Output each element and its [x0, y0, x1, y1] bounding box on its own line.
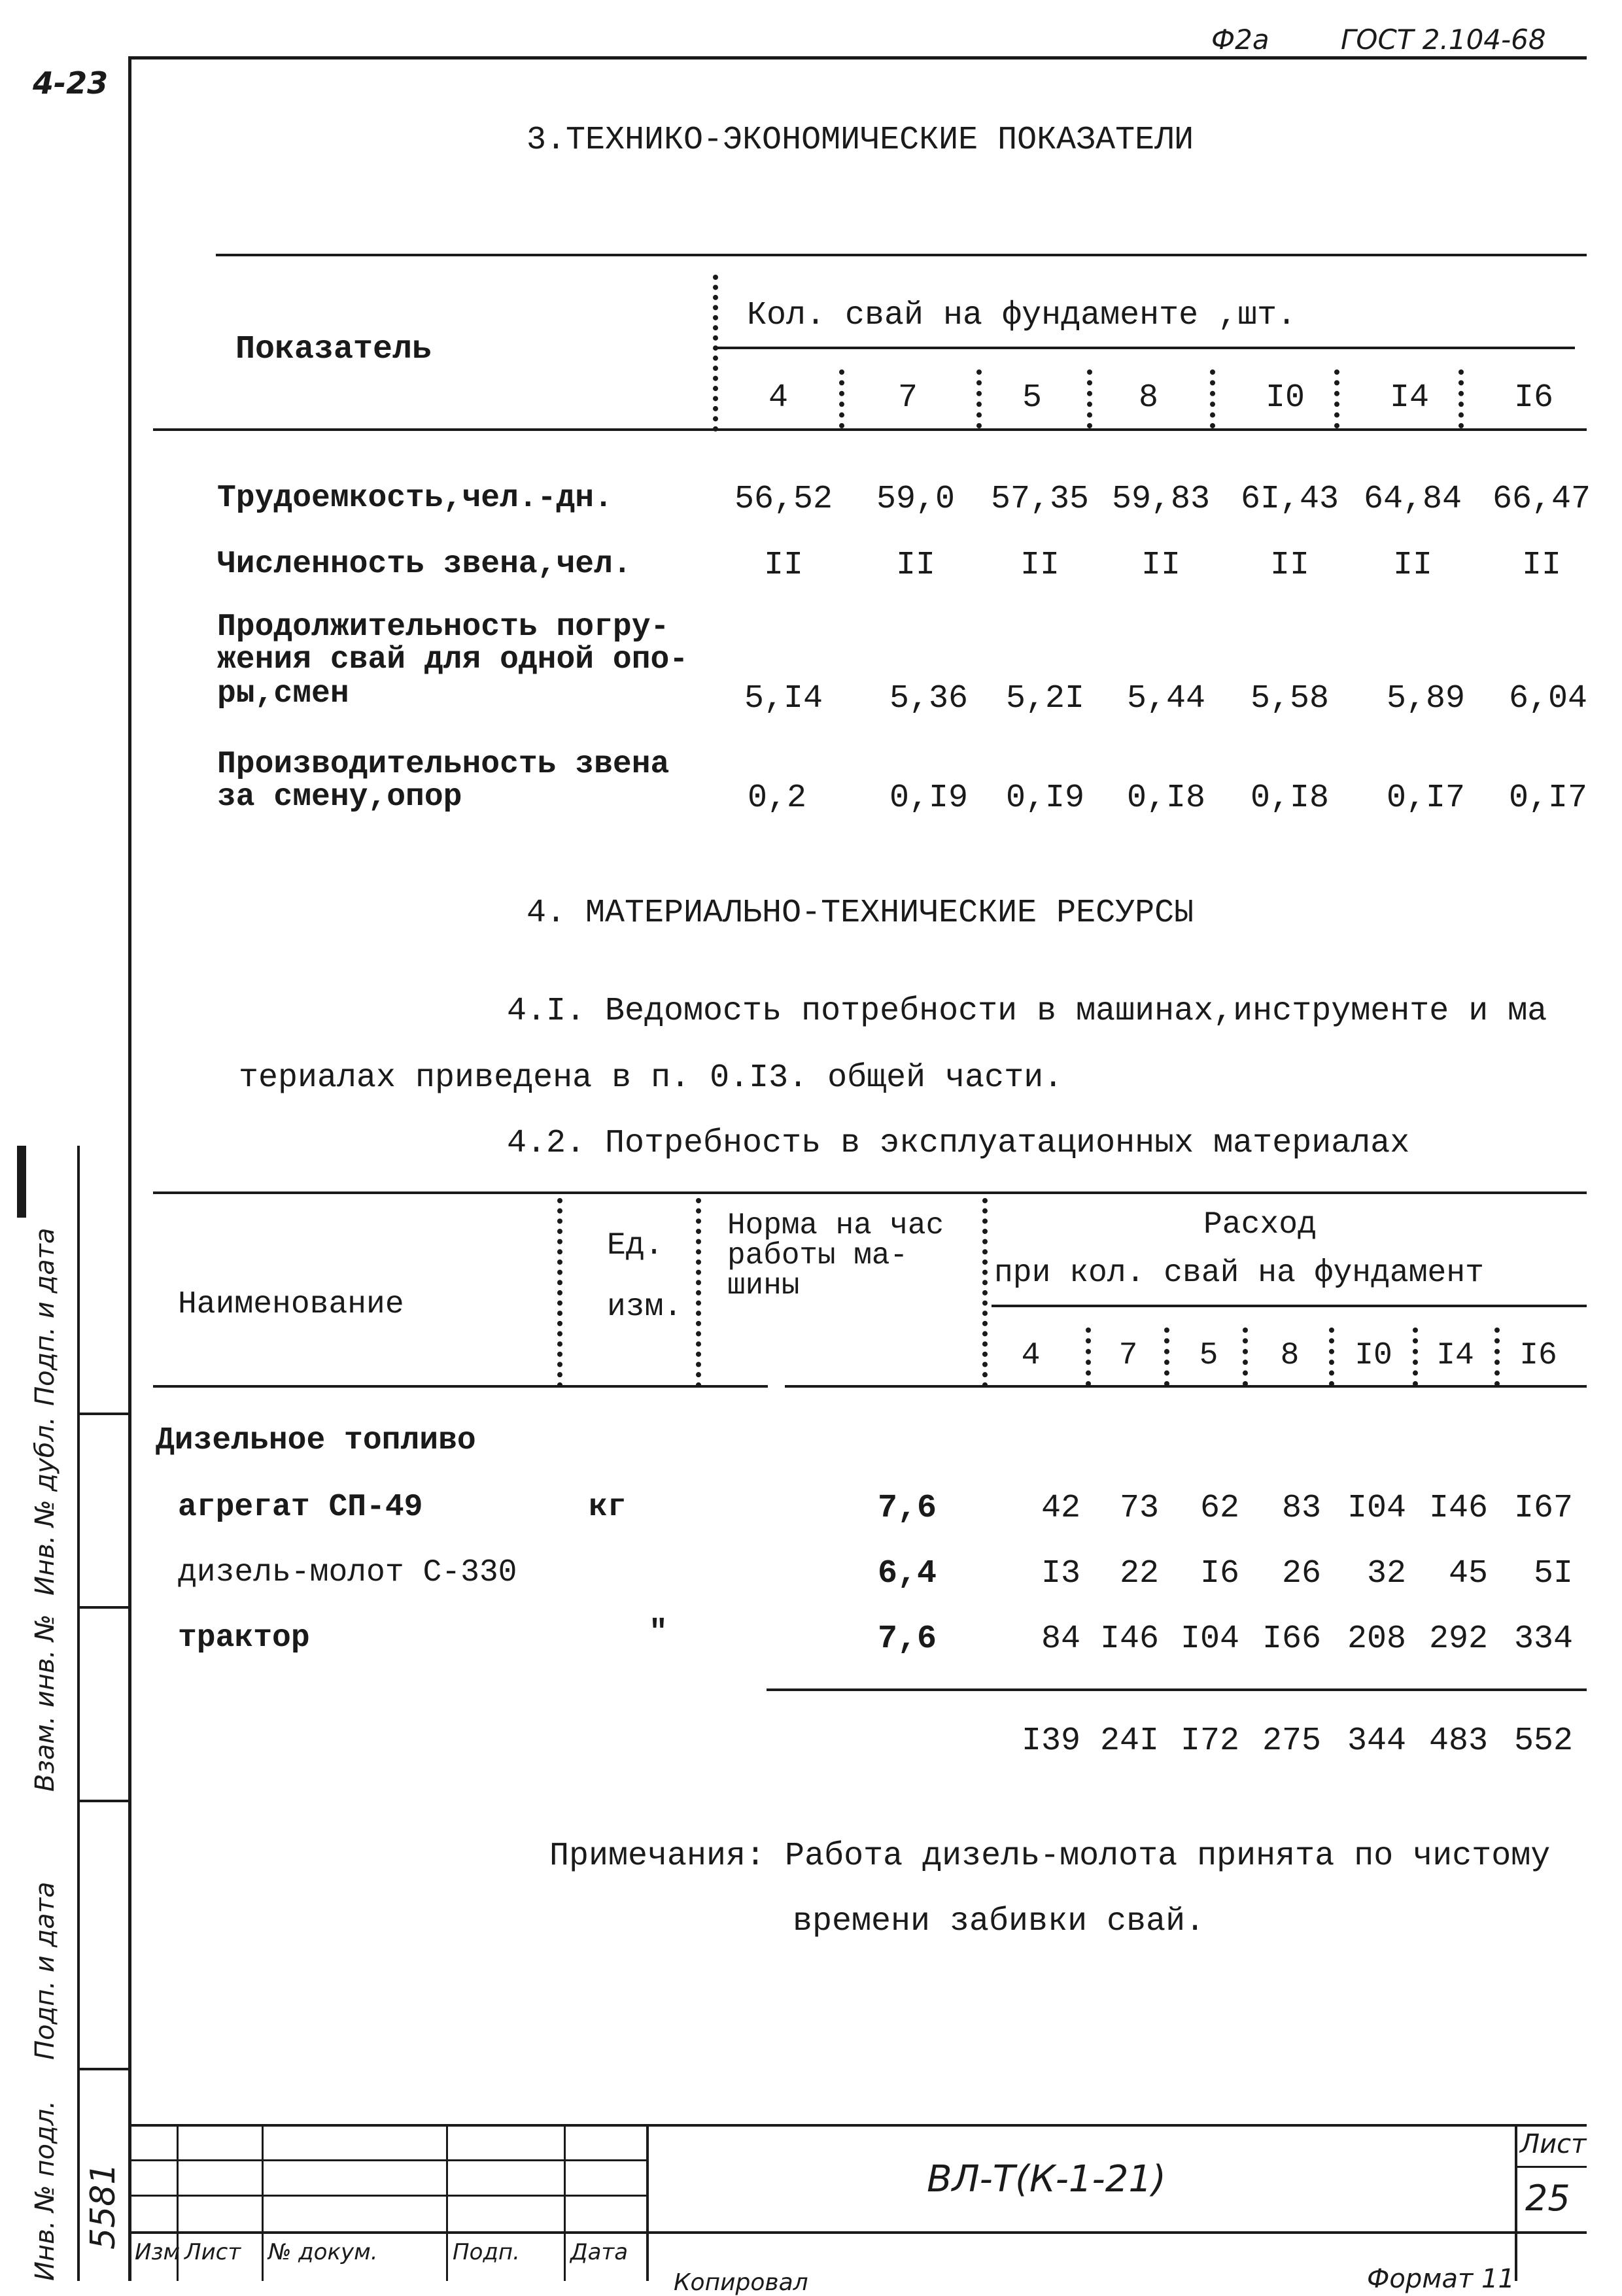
- table2-sub-divider-2: [1164, 1328, 1169, 1386]
- table2-pile-count: 8: [1280, 1338, 1300, 1373]
- table2-col-norm: работы ма-: [727, 1239, 908, 1273]
- table2-total: I39: [1021, 1722, 1080, 1760]
- table1-col-indicator: Показатель: [235, 331, 432, 368]
- title-col-izm: Изм: [135, 2239, 181, 2265]
- table2-row-name: дизель-молот С-330: [178, 1555, 517, 1590]
- side-inv-number: 5581: [84, 2163, 123, 2250]
- table2-pile-count: 4: [1021, 1338, 1041, 1373]
- side-stamp-left: [77, 1146, 80, 2281]
- side-stamp-div-4: [77, 2068, 131, 2070]
- table1-sub-divider-2: [976, 369, 982, 428]
- table1-row-label: за смену,опор: [217, 780, 462, 815]
- table2-col-consumption: Расход: [1203, 1207, 1317, 1242]
- table2-cell: 32: [1366, 1555, 1406, 1592]
- table2-cell: 84: [1041, 1620, 1080, 1658]
- table2-header-rule-a: [153, 1385, 768, 1388]
- table1-row-label: Производительность звена: [217, 747, 670, 782]
- table1-cell: 5,36: [889, 680, 969, 717]
- table2-row-norm: 7,6: [877, 1490, 937, 1527]
- table2-row-unit: ": [649, 1615, 668, 1651]
- table2-col-norm: шины: [727, 1269, 800, 1303]
- table2-pile-count: I6: [1519, 1338, 1557, 1373]
- title-block-row-1: [131, 2159, 647, 2161]
- table1-cell: 0,I9: [1005, 780, 1085, 817]
- table1-cell: II: [763, 547, 804, 584]
- side-stamp-div-2: [77, 1606, 131, 1609]
- title-col-data: Дата: [570, 2239, 629, 2265]
- gost-ref: ГОСТ 2.104-68: [1341, 24, 1546, 56]
- side-label-vzam-inv: Взам. инв. №: [30, 1614, 60, 1792]
- table2-cell: 334: [1513, 1620, 1573, 1658]
- table2-cell: 45: [1448, 1555, 1488, 1592]
- table1-cell: II: [1141, 547, 1181, 584]
- table2-total: 483: [1428, 1722, 1488, 1760]
- table2-col-unit-2: изм.: [607, 1290, 683, 1325]
- table1-cell: II: [1020, 547, 1060, 584]
- table2-total: 24I: [1099, 1722, 1159, 1760]
- table1-col-group: Кол. свай на фундаменте ,шт.: [747, 297, 1297, 334]
- title-block-sheet-rule: [1515, 2166, 1587, 2168]
- table2-cell: I04: [1347, 1490, 1406, 1527]
- table2-group-rule: [992, 1305, 1587, 1307]
- title-block-row-2: [131, 2195, 647, 2197]
- table1-pile-count: I6: [1513, 379, 1554, 417]
- table1-cell: 6,04: [1508, 680, 1588, 717]
- note-line2: времени забивки свай.: [793, 1903, 1205, 1940]
- table2-cell: I66: [1262, 1620, 1321, 1658]
- table1-cell: 0,I7: [1386, 780, 1466, 817]
- table2-sub-divider-1: [1086, 1328, 1091, 1386]
- table2-cell: I46: [1428, 1490, 1488, 1527]
- table2-sub-divider-3: [1243, 1328, 1248, 1386]
- table2-cell: I3: [1041, 1555, 1080, 1592]
- table1-group-rule: [714, 347, 1575, 349]
- note-line1: Примечания: Работа дизель-молота принята по чистому: [549, 1838, 1551, 1875]
- table2-pile-count: 7: [1118, 1338, 1138, 1373]
- table1-cell: 56,52: [734, 481, 833, 518]
- table2-cell: 62: [1199, 1490, 1239, 1527]
- table2-divider-2: [696, 1198, 701, 1388]
- doc-code: ВЛ-Т(К-1-21): [927, 2158, 1166, 2201]
- table1-cell: 5,I4: [744, 680, 823, 717]
- table2-pile-count: I0: [1355, 1338, 1392, 1373]
- title-block-top: [131, 2124, 1587, 2127]
- table2-cell: 73: [1119, 1490, 1159, 1527]
- table2-pile-count: 5: [1199, 1338, 1218, 1373]
- table2-total: 275: [1262, 1722, 1321, 1760]
- table2-sub-divider-5: [1413, 1328, 1418, 1386]
- title-block-col-5: [646, 2124, 649, 2281]
- table2-cell: 42: [1041, 1490, 1080, 1527]
- side-label-podp-data-2: Подп. и дата: [30, 1881, 60, 2060]
- table1-pile-count: 7: [897, 379, 918, 417]
- format-label: Формат 11: [1367, 2264, 1515, 2294]
- table1-cell: 5,2I: [1005, 680, 1085, 717]
- table2-cell: I46: [1099, 1620, 1159, 1658]
- table2-row-norm: 7,6: [877, 1620, 937, 1658]
- table2-sub-divider-4: [1329, 1328, 1334, 1386]
- title-block-col-6: [1515, 2124, 1517, 2281]
- side-stamp-div-3: [77, 1800, 131, 1802]
- table2-pile-count: I4: [1436, 1338, 1474, 1373]
- table2-cell: I67: [1513, 1490, 1573, 1527]
- table1-cell: 57,35: [990, 481, 1090, 518]
- table2-totals-rule: [767, 1688, 1587, 1691]
- title-col-list: Лист: [184, 2239, 241, 2265]
- table2-cell: I6: [1199, 1555, 1239, 1592]
- table2-sub-divider-6: [1494, 1328, 1500, 1386]
- table1-cell: 66,47: [1492, 481, 1591, 518]
- side-stamp-mark: [17, 1146, 26, 1218]
- table1-row-label: Численность звена,чел.: [217, 547, 632, 582]
- table1-row-label: ры,смен: [217, 676, 349, 711]
- table2-col-consumption-sub: при кол. свай на фундамент: [994, 1256, 1484, 1291]
- table2-header-rule-b: [785, 1385, 1587, 1388]
- table1-cell: 0,2: [747, 780, 807, 817]
- table2-cell: 83: [1281, 1490, 1321, 1527]
- table1-cell: 59,83: [1111, 481, 1211, 518]
- table2-top-rule: [153, 1191, 1587, 1194]
- side-label-podp-data-1: Подп. и дата: [30, 1227, 60, 1406]
- frame-left: [128, 56, 131, 2281]
- table1-pile-count: 5: [1022, 379, 1043, 417]
- table1-sub-divider-4: [1210, 369, 1215, 428]
- section4-title: 4. МАТЕРИАЛЬНО-ТЕХНИЧЕСКИЕ РЕСУРСЫ: [526, 895, 1194, 932]
- table1-pile-count: 4: [768, 379, 789, 417]
- p41-line2: териалах приведена в п. 0.I3. общей части.: [239, 1059, 1063, 1097]
- title-block-col-4: [564, 2124, 566, 2281]
- table1-pile-count: 8: [1138, 379, 1159, 417]
- table1-cell: 0,I9: [889, 780, 969, 817]
- section3-title: 3.ТЕХНИКО-ЭКОНОМИЧЕСКИЕ ПОКАЗАТЕЛИ: [526, 122, 1194, 159]
- form-ref: Ф2а: [1211, 24, 1269, 56]
- table2-cell: 5I: [1533, 1555, 1573, 1592]
- table1-cell: 0,I7: [1508, 780, 1588, 817]
- table1-cell: 0,I8: [1126, 780, 1206, 817]
- table2-col-unit-1: Ед.: [607, 1228, 664, 1263]
- table1-cell: 5,58: [1250, 680, 1330, 717]
- table1-cell: 0,I8: [1250, 780, 1330, 817]
- table1-row-label: Трудоемкость,чел.-дн.: [217, 481, 613, 516]
- side-stamp-div-1: [77, 1413, 131, 1415]
- table1-cell: 5,44: [1126, 680, 1206, 717]
- table2-group-label: Дизельное топливо: [156, 1423, 476, 1458]
- table1-sub-divider-5: [1334, 369, 1339, 428]
- side-label-inv-dubl: Инв. № дубл.: [30, 1416, 60, 1596]
- table1-sub-divider-1: [839, 369, 844, 428]
- table1-sub-divider-3: [1087, 369, 1092, 428]
- table1-pile-count: I4: [1389, 379, 1430, 417]
- title-block-row-3: [131, 2231, 1587, 2234]
- table2-cell: I04: [1180, 1620, 1239, 1658]
- title-col-podp: Подп.: [453, 2239, 520, 2265]
- table2-col-norm: Норма на час: [727, 1208, 944, 1242]
- table1-pile-count: I0: [1265, 379, 1305, 417]
- table1-divider: [713, 275, 718, 432]
- table1-row-label: Продолжительность погру-: [217, 609, 670, 645]
- table2-cell: 22: [1119, 1555, 1159, 1592]
- table2-cell: 208: [1347, 1620, 1406, 1658]
- table2-row-unit: кг: [589, 1490, 627, 1525]
- p42-title: 4.2. Потребность в эксплуатационных материалах: [507, 1125, 1410, 1162]
- table2-total: 552: [1513, 1722, 1573, 1760]
- table2-cell: 292: [1428, 1620, 1488, 1658]
- table1-cell: II: [895, 547, 936, 584]
- table2-row-norm: 6,4: [877, 1555, 937, 1592]
- table2-row-name: агрегат СП-49: [178, 1490, 423, 1525]
- table2-divider-1: [557, 1198, 562, 1388]
- table2-total: 344: [1347, 1722, 1406, 1760]
- table1-cell: II: [1392, 547, 1433, 584]
- frame-top: [128, 56, 1587, 60]
- table2-divider-3: [982, 1198, 988, 1388]
- sheet-number: 25: [1525, 2178, 1570, 2219]
- table1-cell: 59,0: [876, 481, 956, 518]
- table1-sub-divider-6: [1458, 369, 1464, 428]
- title-block-col-2: [262, 2124, 264, 2281]
- p41-line1: 4.I. Ведомость потребности в машинах,инструменте и ма: [507, 993, 1547, 1030]
- table2-total: I72: [1180, 1722, 1239, 1760]
- table1-cell: 6I,43: [1240, 481, 1339, 518]
- table2-row-name: трактор: [178, 1620, 310, 1656]
- table1-cell: II: [1521, 547, 1562, 584]
- table1-header-rule: [153, 428, 1587, 431]
- table2-col-name: Наименование: [178, 1287, 404, 1322]
- title-col-ndoc: № докум.: [268, 2239, 378, 2265]
- sheet-label: Лист: [1520, 2129, 1587, 2159]
- table1-cell: 5,89: [1386, 680, 1466, 717]
- table1-top-rule: [216, 254, 1587, 256]
- title-block-col-3: [446, 2124, 448, 2281]
- side-label-inv-podl: Инв. № подл.: [30, 2100, 60, 2281]
- page-code: 4-23: [33, 65, 109, 101]
- table2-cell: 26: [1281, 1555, 1321, 1592]
- copied-label: Копировал: [674, 2269, 808, 2296]
- table1-cell: II: [1269, 547, 1310, 584]
- table1-cell: 64,84: [1363, 481, 1462, 518]
- table1-row-label: жения свай для одной опо-: [217, 642, 689, 677]
